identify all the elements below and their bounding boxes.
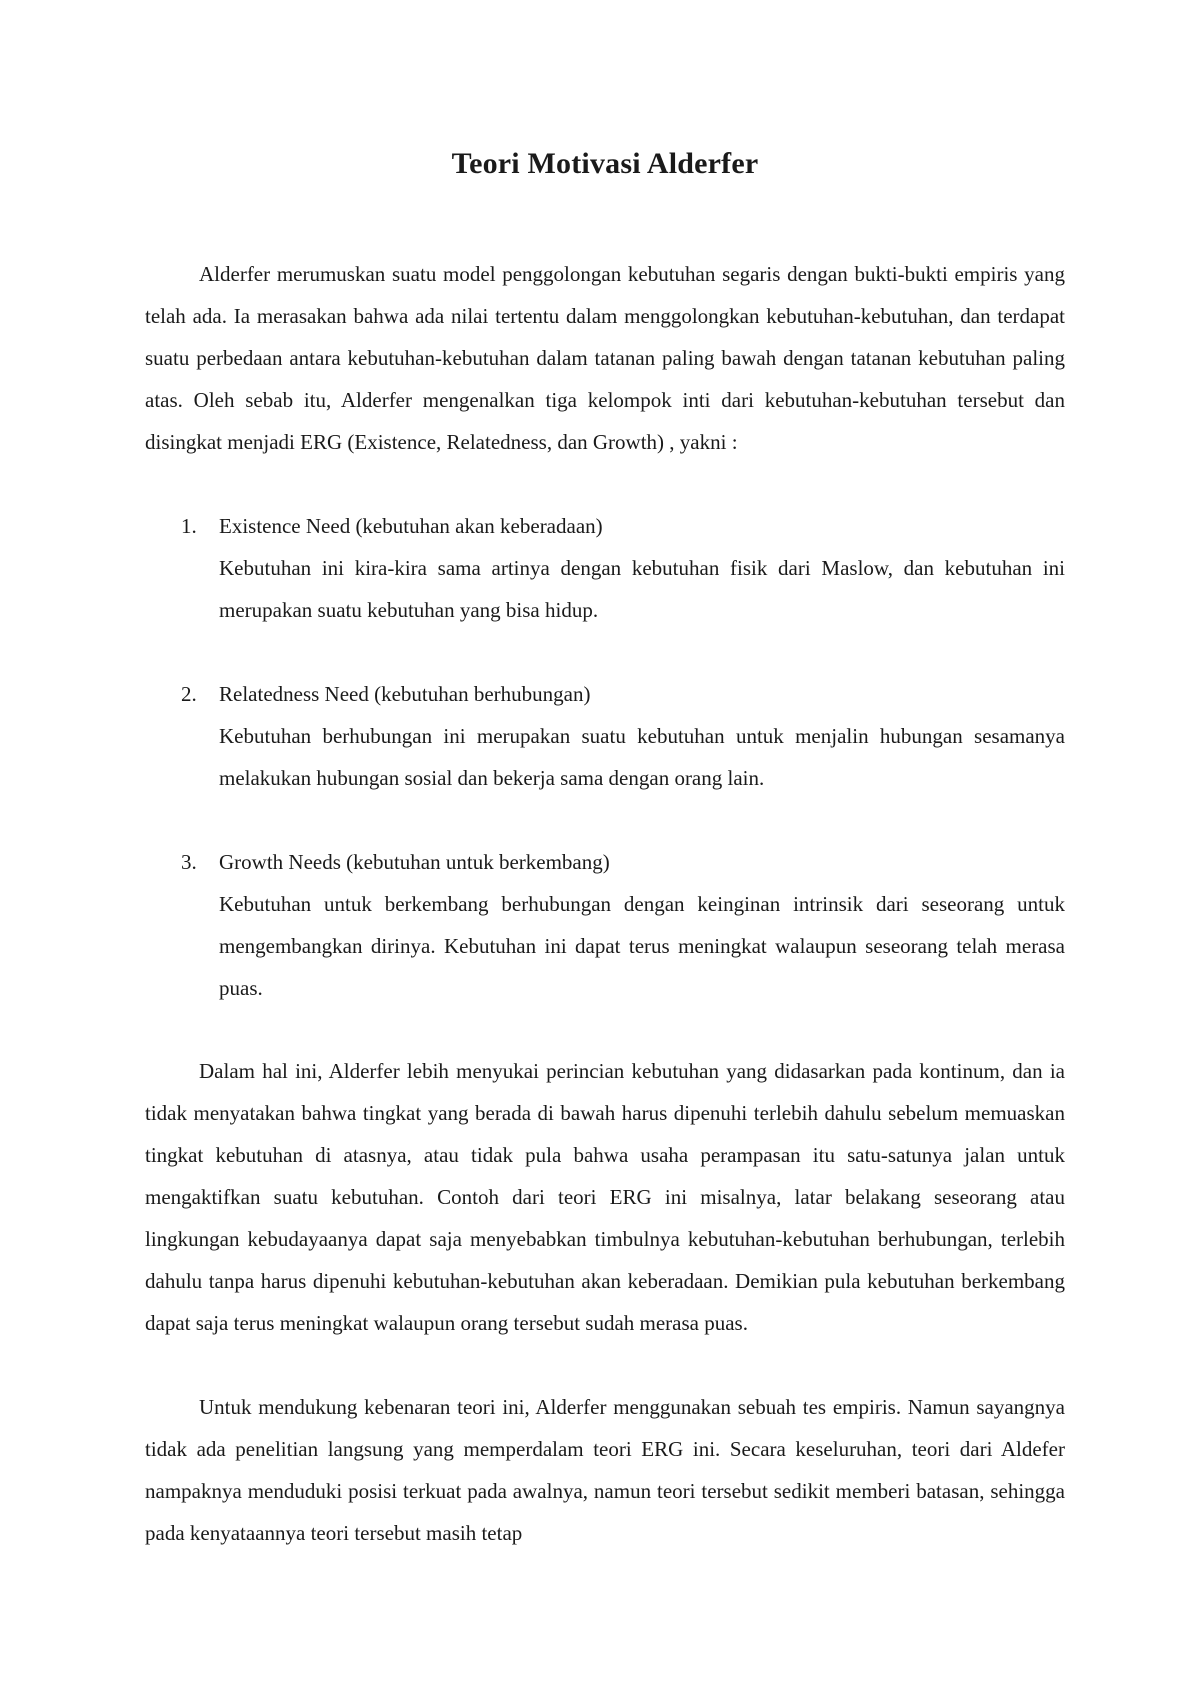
document-title: Teori Motivasi Alderfer [451, 147, 759, 180]
need-heading: Growth Needs (kebutuhan untuk berkembang) [219, 850, 610, 874]
list-number: 3. [181, 850, 197, 874]
erg-needs-list [145, 505, 1065, 1051]
list-item-relatedness [145, 673, 1065, 799]
need-heading: Relatedness Need (kebutuhan berhubungan) [219, 682, 591, 706]
need-description: Kebutuhan untuk berkembang berhubungan dengan keinginan intrinsik dari seseorang untuk mengembangkan dirinya. Kebutuhan ini dapat terus meningkat walaupun seseorang telah merasa puas. [219, 892, 1065, 1000]
need-heading: Existence Need (kebutuhan akan keberadaan) [219, 514, 603, 538]
body-paragraph-2: Dalam hal ini, Alderfer lebih menyukai perincian kebutuhan yang didasarkan pada kontinum, dan ia tidak menyatakan bahwa tingkat yang berada di bawah harus dipenuhi terlebih dahulu sebelum memuaskan tingkat kebutuhan di atasnya, atau tidak pula bahwa usaha perampasan itu satu-satunya jalan untuk mengaktifkan suatu kebutuhan. Contoh dari teori ERG ini misalnya, latar belakang seseorang atau lingkungan kebudayaanya dapat saja menyebabkan timbulnya kebutuhan-kebutuhan berhubungan, terlebih dahulu tanpa harus dipenuhi kebutuhan-kebutuhan akan keberadaan. Demikian pula kebutuhan berkembang dapat saja terus meningkat walaupun orang tersebut sudah merasa puas. [145, 1059, 1065, 1335]
need-description: Kebutuhan berhubungan ini merupakan suatu kebutuhan untuk menjalin hubungan sesamanya melakukan hubungan sosial dan bekerja sama dengan orang lain. [219, 724, 1065, 790]
intro-paragraph: Alderfer merumuskan suatu model penggolongan kebutuhan segaris dengan bukti-bukti empiris yang telah ada. Ia merasakan bahwa ada nilai tertentu dalam menggolongkan kebutuhan-kebutuhan, dan terdapat suatu perbedaan antara kebutuhan-kebutuhan dalam tatanan paling bawah dengan tatanan kebutuhan paling atas. Oleh sebab itu, Alderfer mengenalkan tiga kelompok inti dari kebutuhan-kebutuhan tersebut dan disingkat menjadi ERG (Existence, Relatedness, dan Growth) , yakni : [145, 262, 1065, 454]
list-number: 2. [181, 682, 197, 706]
list-item-existence [145, 505, 1065, 631]
need-description: Kebutuhan ini kira-kira sama artinya dengan kebutuhan fisik dari Maslow, dan kebutuhan ini merupakan suatu kebutuhan yang bisa hidup. [219, 556, 1065, 622]
body-paragraph-3: Untuk mendukung kebenaran teori ini, Alderfer menggunakan sebuah tes empiris. Namun sayangnya tidak ada penelitian langsung yang memperdalam teori ERG ini. Secara keseluruhan, teori dari Aldefer nampaknya menduduki posisi terkuat pada awalnya, namun teori tersebut sedikit memberi batasan, sehingga pada kenyataannya teori tersebut masih tetap [145, 1395, 1065, 1545]
list-item-growth [145, 841, 1065, 1009]
list-number: 1. [181, 514, 197, 538]
